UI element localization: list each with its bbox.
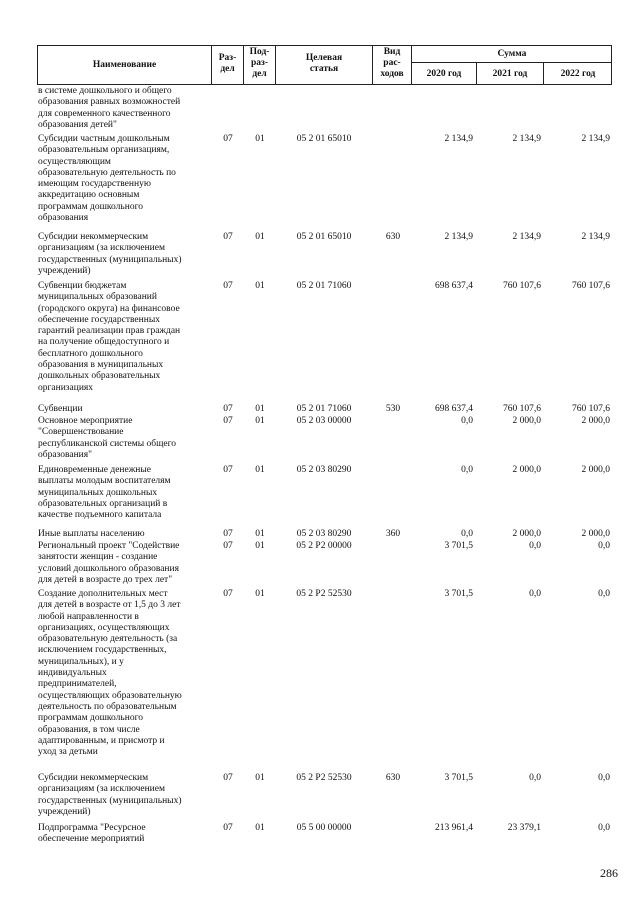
row-target: 05 2 03 80290: [296, 529, 352, 539]
header-divider: [411, 62, 612, 63]
row-name: Основное мероприятие "Совершенствование республиканской системы общего образования": [38, 416, 177, 460]
row-podrazdel: 01: [255, 465, 265, 475]
row-name: Создание дополнительных мест для детей в возрасте от 1,5 до 3 лет любой направленности в организациях, осуществляющих образовательную деятельность (за исключением государственных, муниципальных), и у индивидуальных предпринимателей, осуществляющих образовательную деятельность по образовательным программам дошкольного образования, в том числе адаптированным, и присмотр и уход за детьми: [38, 589, 182, 758]
page-number: 286: [600, 866, 618, 880]
row-razdel: 07: [223, 773, 233, 783]
row-sum-2022: 760 107,6: [572, 281, 610, 291]
row-sum-2021: 760 107,6: [503, 281, 541, 291]
row-target: 05 2 P2 00000: [296, 541, 352, 551]
row-sum-2020: 213 961,4: [435, 823, 473, 833]
row-podrazdel: 01: [255, 232, 265, 242]
row-razdel: 07: [223, 404, 233, 414]
row-razdel: 07: [223, 134, 233, 144]
row-name: Субвенции бюджетам муниципальных образований (городского округа) на финансовое обеспечение государственных гарантий реализации прав граждан на получение общедоступного и бесплатного дошкольного образования в муниципальных дошкольных образовательных организациях: [38, 281, 181, 393]
row-name: Субвенции: [38, 404, 83, 414]
row-sum-2022: 0,0: [598, 541, 610, 551]
row-sum-2020: 2 134,9: [444, 232, 473, 242]
row-sum-2021: 2 134,9: [512, 134, 541, 144]
row-podrazdel: 01: [255, 589, 265, 599]
row-name: Иные выплаты населению: [38, 529, 145, 539]
row-sum-2020: 3 701,5: [444, 541, 473, 551]
row-sum-2022: 0,0: [598, 773, 610, 783]
row-podrazdel: 01: [255, 134, 265, 144]
row-sum-2021: 2 134,9: [512, 232, 541, 242]
row-name: Подпрограмма "Ресурсное обеспечение мероприятий: [38, 823, 146, 845]
row-sum-2022: 2 000,0: [581, 416, 610, 426]
header-target: Целевая статья: [305, 53, 343, 74]
row-sum-2021: 760 107,6: [503, 404, 541, 414]
row-razdel: 07: [223, 541, 233, 551]
header-razdel: Раз- дел: [218, 53, 237, 74]
row-vid: 630: [385, 773, 401, 783]
row-vid: 360: [385, 529, 401, 539]
row-razdel: 07: [223, 465, 233, 475]
row-podrazdel: 01: [255, 404, 265, 414]
row-target: 05 2 01 65010: [296, 232, 352, 242]
row-sum-2021: 0,0: [529, 773, 541, 783]
row-target: 05 2 P2 52530: [296, 589, 352, 599]
row-name: Субсидии некоммерческим организациям (за исключением государственных (муниципальных) учреждений): [38, 773, 182, 817]
row-podrazdel: 01: [255, 529, 265, 539]
row-sum-2022: 2 000,0: [581, 529, 610, 539]
row-podrazdel: 01: [255, 823, 265, 833]
row-name: Региональный проект "Содействие занятости женщин - создание условий дошкольного образования для детей в возрасте до трех лет": [38, 541, 180, 585]
row-sum-2022: 2 134,9: [581, 134, 610, 144]
header-podrazdel: Под- раз- дел: [249, 47, 270, 79]
row-sum-2020: 0,0: [461, 465, 473, 475]
row-sum-2021: 0,0: [529, 589, 541, 599]
row-sum-2020: 2 134,9: [444, 134, 473, 144]
row-sum-2021: 2 000,0: [512, 416, 541, 426]
row-sum-2020: 3 701,5: [444, 589, 473, 599]
header-2020: 2020 год: [426, 69, 462, 79]
header-sum: Сумма: [497, 49, 527, 59]
row-target: 05 2 03 80290: [296, 465, 352, 475]
row-sum-2020: 0,0: [461, 529, 473, 539]
row-vid: 630: [385, 232, 401, 242]
row-vid: 530: [385, 404, 401, 414]
row-target: 05 2 P2 52530: [296, 773, 352, 783]
row-sum-2022: 760 107,6: [572, 404, 610, 414]
row-razdel: 07: [223, 232, 233, 242]
row-name: Субсидии некоммерческим организациям (за исключением государственных (муниципальных) учреждений): [38, 232, 182, 276]
row-sum-2020: 3 701,5: [444, 773, 473, 783]
row-sum-2021: 0,0: [529, 541, 541, 551]
row-sum-2022: 0,0: [598, 589, 610, 599]
row-razdel: 07: [223, 281, 233, 291]
header-2021: 2021 год: [492, 69, 528, 79]
header-vid: Вид рас- ходов: [380, 47, 404, 79]
row-sum-2020: 698 637,4: [435, 281, 473, 291]
row-sum-2022: 2 134,9: [581, 232, 610, 242]
row-razdel: 07: [223, 529, 233, 539]
row-sum-2021: 2 000,0: [512, 529, 541, 539]
row-podrazdel: 01: [255, 773, 265, 783]
row-razdel: 07: [223, 823, 233, 833]
header-2022: 2022 год: [560, 69, 596, 79]
row-sum-2020: 0,0: [461, 416, 473, 426]
row-target: 05 5 00 00000: [296, 823, 352, 833]
row-name: в системе дошкольного и общего образования равных возможностей для современного качественного образования детей": [38, 86, 181, 130]
row-razdel: 07: [223, 416, 233, 426]
row-sum-2022: 2 000,0: [581, 465, 610, 475]
row-sum-2021: 2 000,0: [512, 465, 541, 475]
row-name: Субсидии частным дошкольным образовательным организациям, осуществляющим образовательную деятельность по имеющим государственную аккредитацию основным программам дошкольного образования: [38, 134, 176, 224]
row-target: 05 2 01 71060: [296, 281, 352, 291]
row-podrazdel: 01: [255, 281, 265, 291]
row-sum-2022: 0,0: [598, 823, 610, 833]
row-sum-2021: 23 379,1: [507, 823, 541, 833]
row-podrazdel: 01: [255, 416, 265, 426]
row-target: 05 2 03 00000: [296, 416, 352, 426]
row-name: Единовременные денежные выплаты молодым воспитателям муниципальных дошкольных образовательных организаций в качестве подъемного капитала: [38, 465, 171, 521]
row-target: 05 2 01 65010: [296, 134, 352, 144]
row-podrazdel: 01: [255, 541, 265, 551]
row-target: 05 2 01 71060: [296, 404, 352, 414]
row-sum-2020: 698 637,4: [435, 404, 473, 414]
row-razdel: 07: [223, 589, 233, 599]
header-name: Наименование: [92, 60, 157, 70]
